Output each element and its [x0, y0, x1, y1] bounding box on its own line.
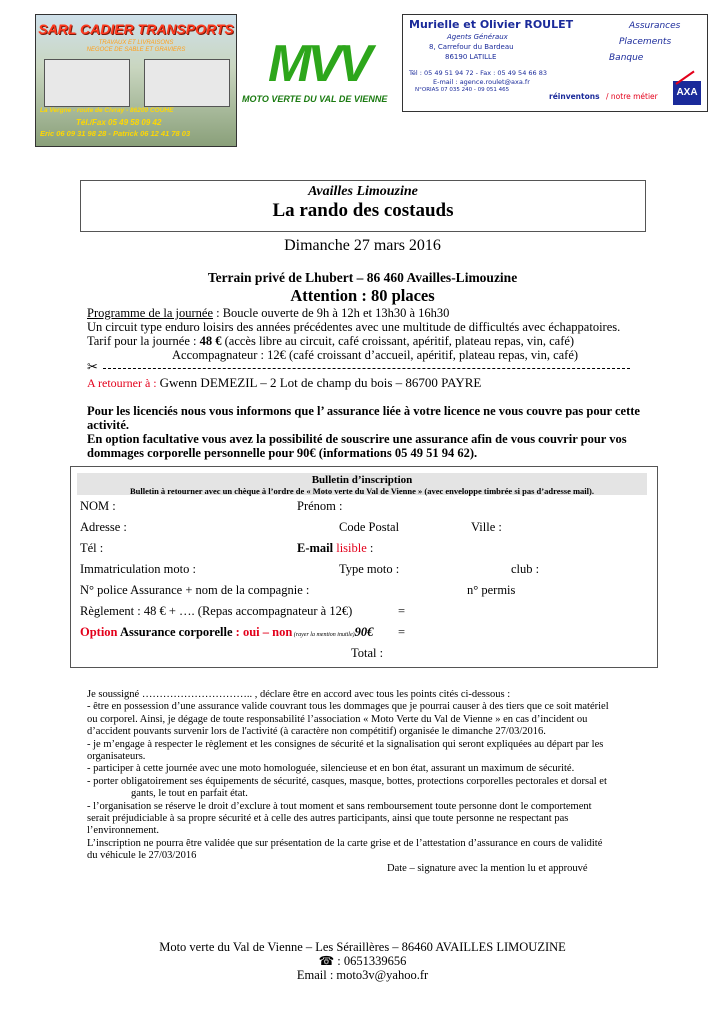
prenom-field[interactable]: Prénom : [297, 499, 343, 513]
club-logo [240, 35, 400, 116]
form-header [77, 473, 647, 495]
programme-label: Programme de la journée [87, 306, 213, 320]
declaration-line: serait préjudiciable à sa propre sécurité et à celle des autres participants, ainsi que toute personne ne respectant pas [87, 813, 569, 825]
axa-orias: N°ORIAS 07 035 240 - 09 051 465 [415, 87, 510, 93]
axa-street: 8, Carrefour du Bardeau [429, 43, 514, 51]
club-logo-tagline: MOTO VERTE DU VAL DE VIENNE [242, 94, 388, 104]
axa-service-3: Banque [609, 53, 644, 63]
axa-agent-name: Murielle et Olivier ROULET [409, 18, 574, 31]
tarif-line [87, 334, 574, 348]
declaration-line: d’accident pouvants survenir lors de l'activité (à caractère non compétitif) organisée le dimanche 27/03/2016. [87, 726, 546, 738]
attention-places: Attention : 80 places [290, 286, 435, 305]
declaration-line: du véhicule le 27/03/2016 [87, 850, 197, 862]
axa-logo: AXA [673, 81, 701, 105]
option-rest: Assurance corporelle [117, 625, 236, 639]
email-label: E-mail [297, 541, 337, 555]
axa-phone: Tél : 05 49 51 94 72 - Fax : 05 49 54 66 83 [409, 69, 548, 77]
declaration-line: organisateurs. [87, 751, 146, 763]
declaration-line: - l’organisation se réserve le droit d’exclure à tout moment et sans remboursement toute personne dont le comportement [87, 800, 592, 812]
tel-field[interactable]: Tél : [80, 541, 104, 555]
reglement-equals[interactable]: = [398, 604, 406, 618]
tarif-detail: (accès libre au circuit, café croissant, apéritif, plateau repas, vin, café) [221, 334, 575, 348]
return-line [87, 376, 481, 390]
phone-icon: ☎ [318, 954, 335, 968]
nom-field[interactable]: NOM : [80, 499, 116, 513]
scissors-icon: ✂ [87, 359, 98, 374]
axa-email: E-mail : agence.roulet@axa.fr [433, 78, 530, 86]
cadier-transports-ad [35, 14, 237, 147]
cadier-telfax: Tél./Fax 05 49 58 09 42 [76, 118, 162, 127]
footer-email[interactable]: Email : moto3v@yahoo.fr [296, 968, 429, 982]
form-subtitle: Bulletin à retourner avec un chèque à l’ordre de « Moto verte du Val de Vienne » (avec enveloppe timbrée si pas d’adresse mail). [129, 486, 594, 496]
tarif-label: Tarif pour la journée : [87, 334, 200, 348]
permis-field[interactable]: n° permis [467, 583, 516, 597]
cadier-address: La Vergne - route de Civray - 86200 COUHE [40, 107, 174, 114]
option-word: Option [80, 625, 118, 639]
option-price: 90€ [354, 625, 374, 639]
declaration-line: Je soussigné ………………………….. , déclare être en accord avec tous les points cités ci-dessous : [87, 689, 511, 700]
truck-image-left [44, 59, 130, 107]
registration-form [70, 466, 658, 668]
axa-city: 86190 LATILLE [445, 53, 497, 61]
ville-field[interactable]: Ville : [471, 520, 502, 534]
immatriculation-field[interactable]: Immatriculation moto : [80, 562, 196, 576]
notice-line-1: Pour les licenciés nous vous informons que l’ assurance liée à votre licence ne vous couvre pas pour cette [87, 404, 640, 418]
option-choice[interactable]: : oui – non [235, 625, 293, 639]
axa-slogan-a: réinventons [549, 92, 600, 101]
notice-line-2: activité. [87, 418, 129, 432]
option-note: (rayer la mention inutile) [292, 632, 355, 638]
notice-line-3: En option facultative vous avez la possibilité de souscrire une assurance afin de vous couvrir pour vos [87, 432, 627, 446]
axa-service-1: Assurances [629, 21, 681, 31]
email-lisible: lisible [336, 541, 367, 555]
accompagnateur-line: Accompagnateur : 12€ (café croissant d’accueil, apéritif, plateau repas, vin, café) [172, 348, 579, 362]
footer-org: Moto verte du Val de Vienne – Les Séraillères – 86460 AVAILLES LIMOUZINE [159, 940, 566, 954]
programme-line [87, 306, 449, 320]
declaration-line: L’inscription ne pourra être validée que sur présentation de la carte grise et de l’attestation d’assurance en cours de validité [87, 837, 603, 849]
adresse-field[interactable]: Adresse : [80, 520, 127, 534]
truck-image-right [144, 59, 230, 107]
email-field[interactable] [297, 541, 373, 556]
cadier-line1: TRAVAUX ET LIVRAISONS [98, 40, 174, 46]
cadier-mobiles: Eric 06 09 31 98 28 - Patrick 06 12 41 78 03 [40, 129, 191, 138]
declaration-line: - je m’engage à respecter le règlement et les consignes de sécurité et la signalisation qui seront expliquées au départ par les [87, 738, 604, 750]
footer-phone: : 0651339656 [334, 954, 407, 968]
tarif-price: 48 € [199, 334, 222, 348]
total-field[interactable]: Total : [351, 646, 384, 660]
club-field[interactable]: club : [511, 562, 540, 576]
programme-text: : Boucle ouverte de 9h à 12h et 13h30 à 16h30 [213, 306, 450, 320]
signature-line[interactable]: Date – signature avec la mention lu et approuvé [387, 862, 588, 874]
option-assurance-line[interactable] [80, 625, 373, 640]
code-postal-field[interactable]: Code Postal [339, 520, 400, 534]
form-title: Bulletin d’inscription [311, 474, 413, 486]
declaration-line: ou corporel. Ainsi, je dégage de toute responsabilité l’association « Moto Verte du Val de Vienne » en cas d’incident ou [87, 713, 588, 725]
declaration-line: l’environnement. [87, 825, 160, 837]
cadier-line2: NEGOCE DE SABLE ET GRAVIERS [86, 47, 186, 53]
axa-service-2: Placements [619, 37, 672, 47]
circuit-description: Un circuit type enduro loisirs des années précédentes avec une multitude de difficultés avec échappatoires. [87, 320, 621, 334]
notice-line-4: dommages corporelle personnelle pour 90€ (informations 05 49 51 94 62). [87, 446, 478, 460]
return-label: A retourner à : [87, 376, 160, 390]
option-equals[interactable]: = [398, 625, 406, 639]
club-logo-letters: MVV [268, 35, 369, 93]
declaration-line: - participer à cette journée avec une moto homologuée, silencieuse et en bon état, assurant un maximum de sécurité. [87, 763, 575, 775]
declaration-line: - porter obligatoirement ses équipements de sécurité, casques, masque, bottes, protections corporelles pectorales et dorsal et [87, 775, 607, 787]
return-address: Gwenn DEMEZIL – 2 Lot de champ du bois – 86700 PAYRE [159, 375, 482, 390]
event-date: Dimanche 27 mars 2016 [284, 237, 441, 254]
cadier-title: SARL CADIER TRANSPORTS [38, 21, 234, 37]
type-moto-field[interactable]: Type moto : [339, 562, 400, 576]
police-assurance-field[interactable]: N° police Assurance + nom de la compagnie : [80, 583, 310, 597]
axa-agency-ad [402, 14, 708, 112]
axa-slogan-b: / notre métier [606, 92, 658, 101]
declaration-line: gants, le tout en parfait état. [131, 788, 248, 800]
event-town: Availles Limouzine [308, 184, 418, 199]
declaration-line: - être en possession d’une assurance valide couvrant tous les dommages que je pourrai causer à des tiers que ce soit matériel [87, 701, 609, 713]
declaration [87, 689, 647, 875]
footer-phone-line [0, 954, 725, 968]
cut-line [103, 368, 630, 369]
event-title-box [80, 180, 646, 232]
event-name: La rando des costauds [272, 200, 454, 221]
email-colon: : [366, 541, 374, 555]
event-venue: Terrain privé de Lhubert – 86 460 Availles-Limouzine [207, 270, 518, 285]
reglement-line: Règlement : 48 € + …. (Repas accompagnateur à 12€) [80, 604, 353, 618]
axa-agent-role: Agents Généraux [447, 33, 508, 41]
